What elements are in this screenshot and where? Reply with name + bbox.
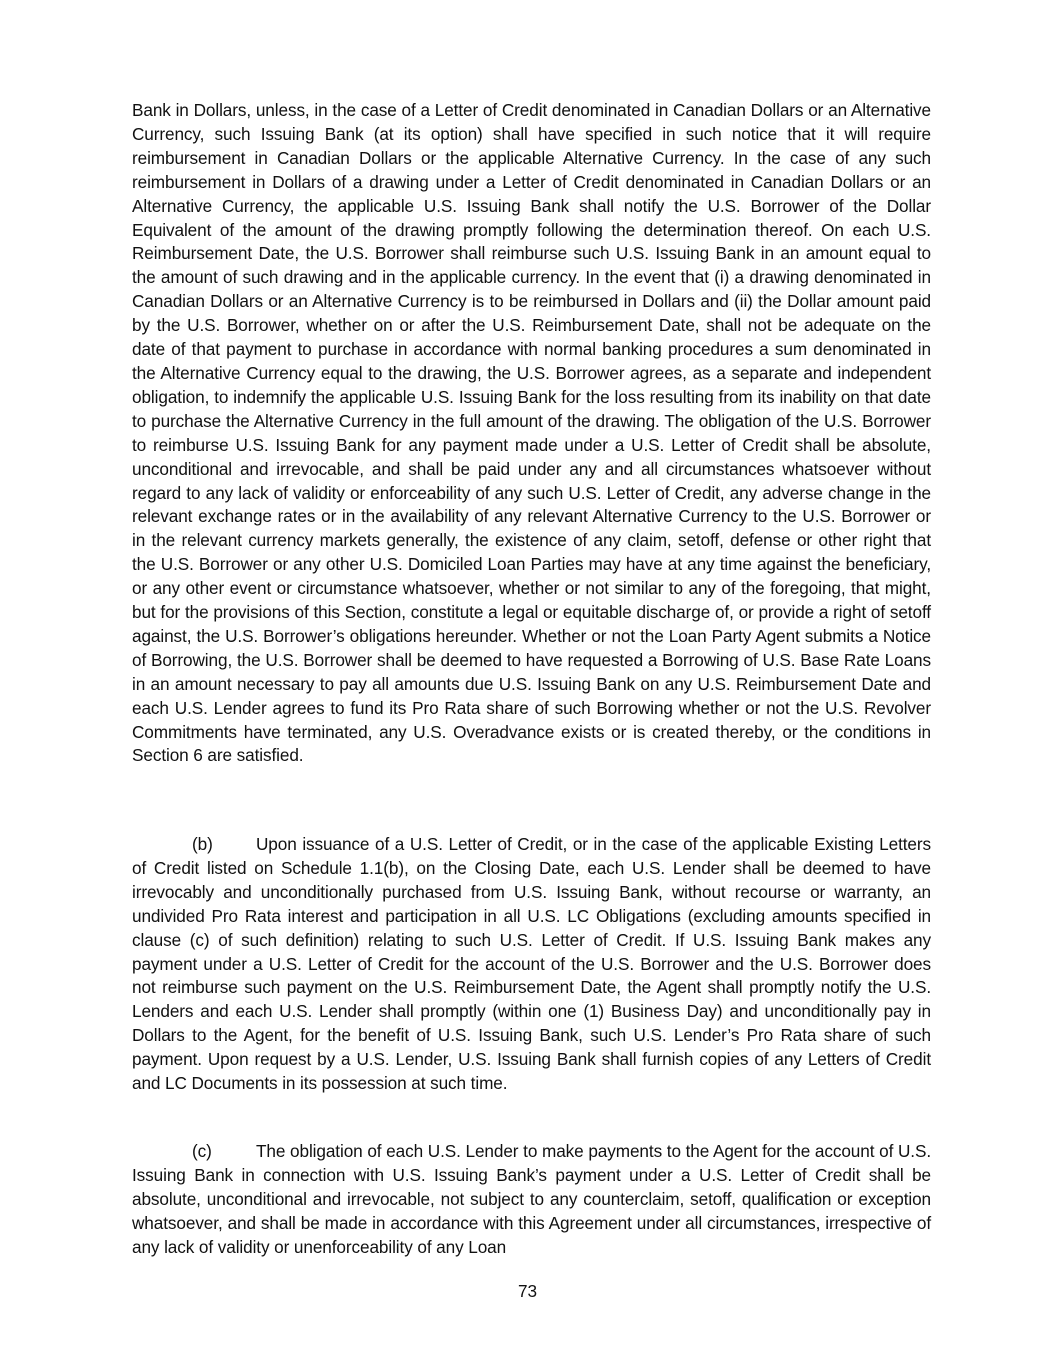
paragraph-continuation	[132, 99, 931, 768]
paragraph-text: Upon issuance of a U.S. Letter of Credit, or in the case of the applicable Existing Letters of Credit listed on Schedule 1.1(b), on the Closing Date, each U.S. Lender shall be deemed to have irrevocably and unconditionally purchased from U.S. Issuing Bank, without recourse or warranty, an undivided Pro Rata interest and participation in all U.S. LC Obligations (excluding amounts specified in clause (c) of such definition) relating to such U.S. Letter of Credit. If U.S. Issuing Bank makes any payment under a U.S. Letter of Credit for the account of the U.S. Borrower and the U.S. Borrower does not reimburse such payment on the U.S. Reimbursement Date, the Agent shall promptly notify the U.S. Lenders and each U.S. Lender shall promptly (within one (1) Business Day) and unconditionally pay in Dollars to the Agent, for the benefit of U.S. Issuing Bank, such U.S. Lender’s Pro Rata share of such payment. Upon request by a U.S. Lender, U.S. Issuing Bank shall furnish copies of any Letters of Credit and LC Documents in its possession at such time.	[132, 834, 931, 1094]
paragraph-label: (b)	[192, 834, 213, 854]
paragraph-text: Bank in Dollars, unless, in the case of a Letter of Credit denominated in Canadian Dollars or an Alternative Currency, such Issuing Bank (at its option) shall have specified in such notice that it will require reimbursement in Canadian Dollars or the applicable Alternative Currency. In the case of any such reimbursement in Dollars of a drawing under a Letter of Credit denominated in Canadian Dollars or an Alternative Currency, the applicable U.S. Issuing Bank shall notify the U.S. Borrower of the Dollar Equivalent of the amount of the drawing promptly following the determination thereof. On each U.S. Reimbursement Date, the U.S. Borrower shall reimburse such U.S. Issuing Bank in an amount equal to the amount of such drawing and in the applicable currency. In the event that (i) a drawing denominated in Canadian Dollars or an Alternative Currency is to be reimbursed in Dollars and (ii) the Dollar amount paid by the U.S. Borrower, whether on or after the U.S. Reimbursement Date, shall not be adequate on the date of that payment to purchase in accordance with normal banking procedures a sum denominated in the Alternative Currency equal to the drawing, the U.S. Borrower agrees, as a separate and independent obligation, to indemnify the applicable U.S. Issuing Bank for the loss resulting from its inability on that date to purchase the Alternative Currency in the full amount of the drawing. The obligation of the U.S. Borrower to reimburse U.S. Issuing Bank for any payment made under a U.S. Letter of Credit shall be absolute, unconditional and irrevocable, and shall be paid under any and all circumstances whatsoever without regard to any lack of validity or enforceability of any such U.S. Letter of Credit, any adverse change in the relevant exchange rates or in the availability of any relevant Alternative Currency to the U.S. Borrower or in the relevant currency markets generally, the existence of any claim, setoff, defense or other right that the U.S. Borrower or any other U.S. Domiciled Loan Parties may have at any time against the beneficiary, or any other event or circumstance whatsoever, whether or not similar to any of the foregoing, that might, but for the provisions of this Section, constitute a legal or equitable discharge of, or provide a right of setoff against, the U.S. Borrower’s obligations hereunder. Whether or not the Loan Party Agent submits a Notice of Borrowing, the U.S. Borrower shall be deemed to have requested a Borrowing of U.S. Base Rate Loans in an amount necessary to pay all amounts due U.S. Issuing Bank on any U.S. Reimbursement Date and each U.S. Lender agrees to fund its Pro Rata share of such Borrowing whether or not the U.S. Revolver Commitments have terminated, any U.S. Overadvance exists or is created thereby, or the conditions in Section 6 are satisfied.	[132, 100, 931, 766]
paragraph-b	[132, 833, 931, 1096]
paragraph-c	[132, 1140, 931, 1260]
page-number: 73	[517, 1281, 538, 1301]
paragraph-label: (c)	[192, 1141, 212, 1161]
paragraph-text: The obligation of each U.S. Lender to make payments to the Agent for the account of U.S. Issuing Bank in connection with U.S. Issuing Bank’s payment under a U.S. Letter of Credit shall be absolute, unconditional and irrevocable, not subject to any counterclaim, setoff, qualification or exception whatsoever, and shall be made in accordance with this Agreement under all circumstances, irrespective of any lack of validity or unenforceability of any Loan	[132, 1141, 931, 1257]
